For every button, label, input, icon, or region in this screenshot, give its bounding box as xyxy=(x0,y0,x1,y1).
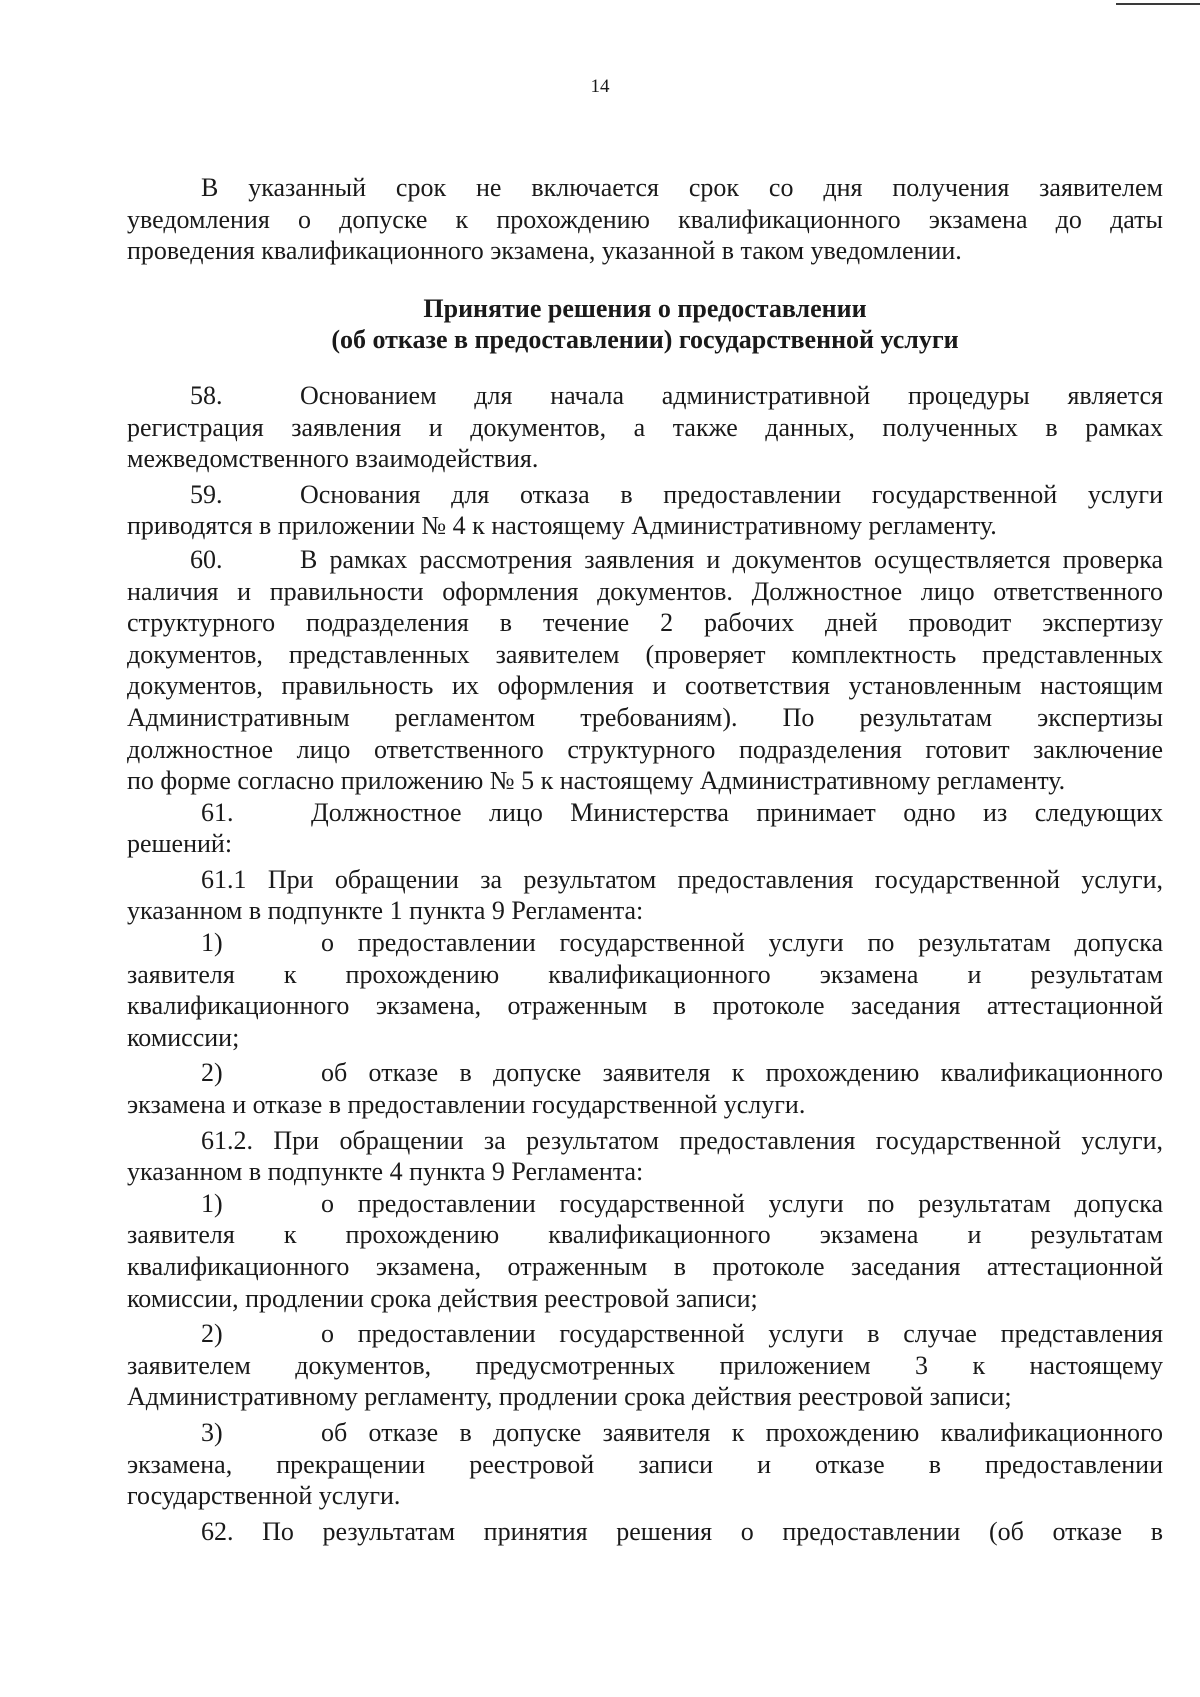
intro-line: уведомления о допуске к прохождению квалификационного экзамена до даты xyxy=(127,204,1163,234)
paragraph-60 xyxy=(127,544,1163,797)
list-item-line: квалификационного экзамена, отраженным в протоколе заседания аттестационной xyxy=(127,991,1163,1021)
heading-line: Принятие решения о предоставлении xyxy=(423,293,867,323)
intro-line: проведения квалификационного экзамена, указанной в таком уведомлении. xyxy=(127,236,962,266)
page-number: 14 xyxy=(590,76,610,97)
list-item xyxy=(127,1188,1163,1314)
paragraph-line: решений: xyxy=(127,829,233,859)
paragraph-line: Основания для отказа в предоставлении государственной услуги xyxy=(300,479,1163,509)
paragraph-line: по форме согласно приложению № 5 к настоящему Административному регламенту. xyxy=(127,766,1066,796)
subparagraph-61-2 xyxy=(127,1125,1163,1512)
scan-edge-rule xyxy=(1116,3,1200,5)
paragraph-line: наличия и правильности оформления документов. Должностное лицо ответственного xyxy=(127,576,1163,606)
list-item-line: комиссии, продлении срока действия реестровой записи; xyxy=(127,1283,758,1313)
paragraph-61 xyxy=(127,797,1163,860)
intro-paragraph xyxy=(127,172,1163,267)
list-item-line: о предоставлении государственной услуги по результатам допуска xyxy=(321,1188,1163,1218)
list-item-line: Административному регламенту, продлении срока действия реестровой записи; xyxy=(127,1382,1012,1412)
paragraph-line: регистрация заявления и документов, а также данных, полученных в рамках xyxy=(127,412,1163,442)
list-item-line: заявителем документов, предусмотренных приложением 3 к настоящему xyxy=(127,1350,1163,1380)
paragraph-58 xyxy=(127,380,1163,475)
paragraph-number: 61. xyxy=(201,797,234,827)
section-heading xyxy=(127,293,1163,356)
paragraph-line: структурного подразделения в течение 2 рабочих дней проводит экспертизу xyxy=(127,608,1163,638)
paragraph-62 xyxy=(127,1516,1163,1548)
paragraph-line: межведомственного взаимодействия. xyxy=(127,444,539,474)
list-item-line: об отказе в допуске заявителя к прохождению квалификационного xyxy=(321,1058,1163,1088)
list-item xyxy=(127,927,1163,1053)
paragraph-line: Должностное лицо Министерства принимает одно из следующих xyxy=(311,797,1163,827)
paragraph-line: документов, правильность их оформления и соответствия установленным настоящим xyxy=(127,671,1163,701)
paragraph-line: должностное лицо ответственного структурного подразделения готовит заключение xyxy=(127,734,1163,764)
paragraph-line: указанном в подпункте 4 пункта 9 Регламента: xyxy=(127,1157,644,1187)
paragraph-line: В рамках рассмотрения заявления и документов осуществляется проверка xyxy=(300,544,1163,574)
paragraph-line: 61.2. При обращении за результатом предоставления государственной услуги, xyxy=(201,1125,1163,1155)
paragraph-line: приводятся в приложении № 4 к настоящему Административному регламенту. xyxy=(127,511,997,541)
list-item-line: квалификационного экзамена, отраженным в протоколе заседания аттестационной xyxy=(127,1252,1163,1281)
paragraph-line: 61.1 При обращении за результатом предоставления государственной услуги, xyxy=(201,864,1163,894)
paragraph-line: Административным регламентом требованиям). По результатам экспертизы xyxy=(127,702,1163,732)
paragraph-line: документов, представленных заявителем (проверяет комплектность представленных xyxy=(127,639,1163,669)
list-item-line: комиссии; xyxy=(127,1022,240,1052)
list-item-line: государственной услуги. xyxy=(127,1481,401,1511)
list-item-line: о предоставлении государственной услуги по результатам допуска xyxy=(321,928,1163,958)
list-item-line: заявителя к прохождению квалификационного экзамена и результатам xyxy=(127,959,1163,989)
paragraph-number: 59. xyxy=(190,479,223,509)
paragraph-59 xyxy=(127,479,1163,542)
list-item-line: экзамена, прекращении реестровой записи и отказе в предоставлении xyxy=(127,1449,1163,1479)
list-item xyxy=(127,1057,1163,1120)
paragraph-number: 60. xyxy=(190,544,223,574)
list-item-number: 2) xyxy=(201,1319,223,1349)
heading-line: (об отказе в предоставлении) государственной услуги xyxy=(331,325,959,355)
list-item xyxy=(127,1318,1163,1413)
list-item-line: экзамена и отказе в предоставлении государственной услуги. xyxy=(127,1090,806,1120)
paragraph-line: Основанием для начала административной процедуры является xyxy=(300,380,1163,410)
intro-line: В указанный срок не включается срок со дня получения заявителем xyxy=(201,173,1163,202)
subparagraph-61-1 xyxy=(127,864,1163,1121)
list-item-line: о предоставлении государственной услуги в случае представления xyxy=(321,1319,1163,1349)
list-item xyxy=(127,1417,1163,1512)
list-item-number: 1) xyxy=(201,928,223,958)
paragraph-line: указанном в подпункте 1 пункта 9 Регламента: xyxy=(127,896,644,926)
list-item-line: заявителя к прохождению квалификационного экзамена и результатам xyxy=(127,1220,1163,1250)
paragraph-number: 58. xyxy=(190,380,223,410)
paragraph-line: 62. По результатам принятия решения о предоставлении (об отказе в xyxy=(201,1516,1163,1546)
document-body xyxy=(127,172,1163,1547)
list-item-number: 1) xyxy=(201,1188,223,1218)
list-item-number: 3) xyxy=(201,1417,223,1447)
list-item-number: 2) xyxy=(201,1058,223,1088)
list-item-line: об отказе в допуске заявителя к прохождению квалификационного xyxy=(321,1417,1163,1447)
